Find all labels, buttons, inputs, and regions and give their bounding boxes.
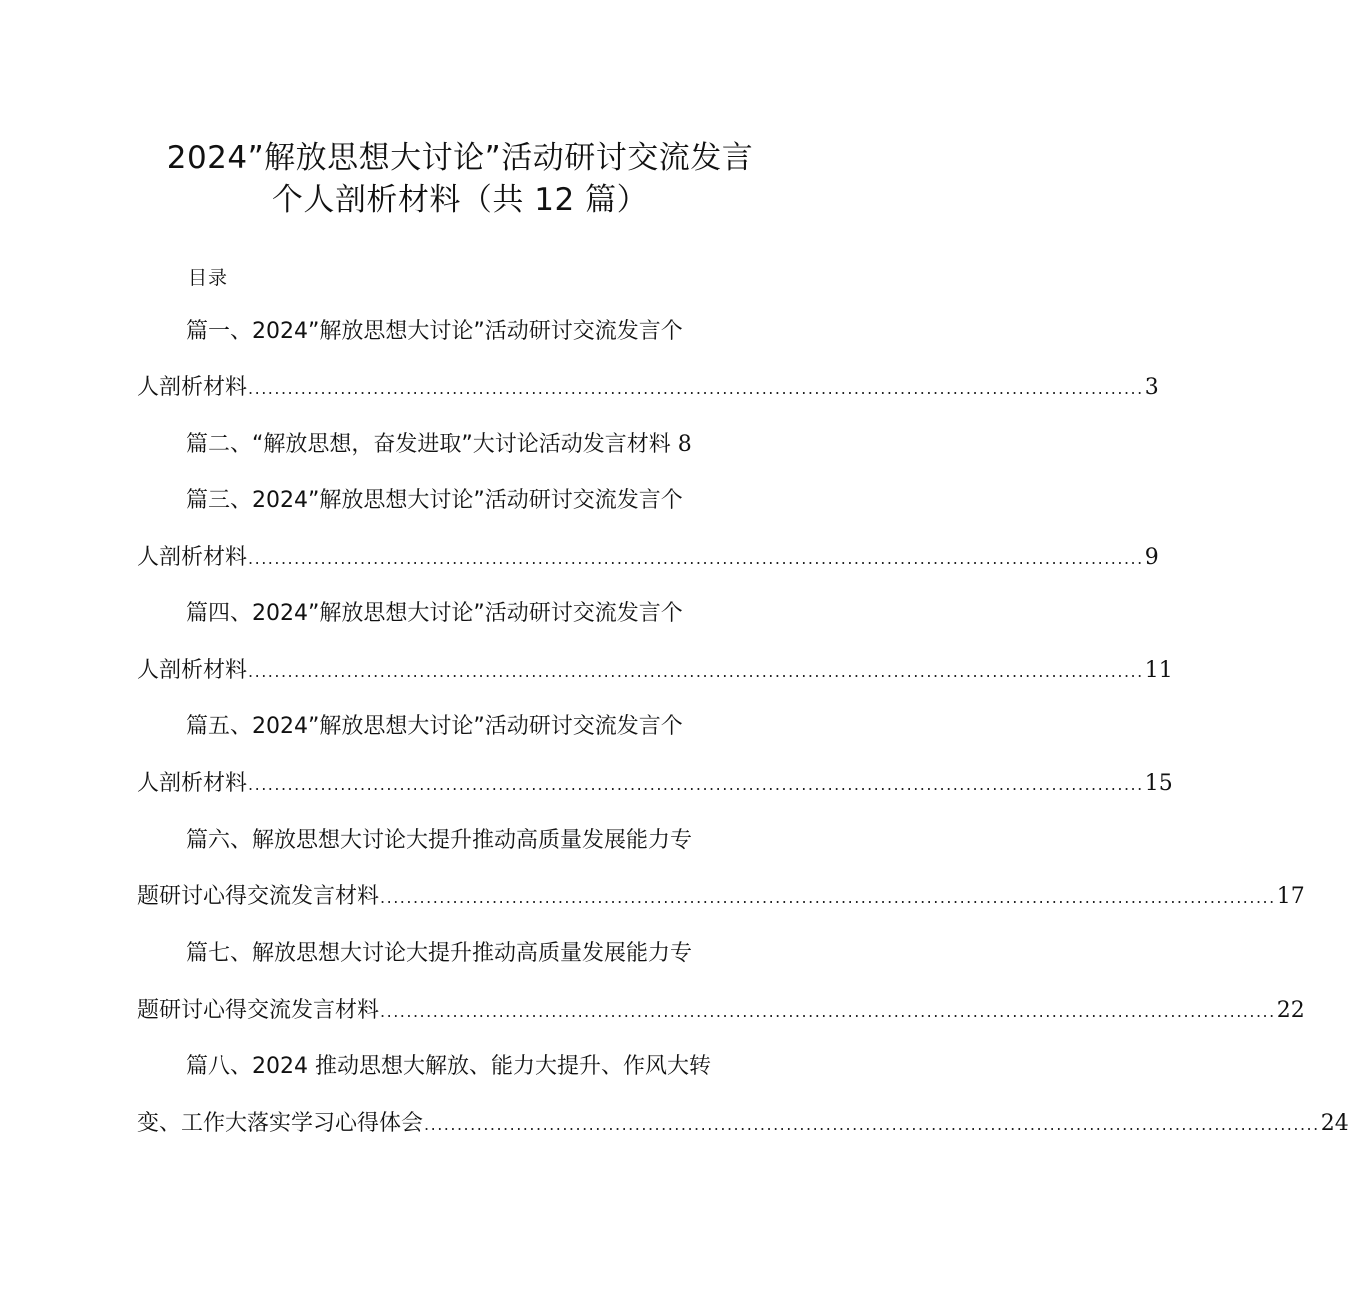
- toc-entry-label: 变、工作大落实学习心得体会: [137, 1111, 424, 1136]
- dot-leader: ........................................................................................................................................: [248, 775, 1144, 794]
- document-title-line-2: 个人剖析材料（共 12 篇）: [271, 182, 649, 218]
- toc-page-number: 24: [1320, 1111, 1349, 1136]
- toc-entry-6-line-1[interactable]: 篇六、解放思想大讨论大提升推动高质量发展能力专: [186, 828, 693, 853]
- toc-page-number: 22: [1276, 998, 1305, 1023]
- toc-entry-6-line-2[interactable]: [137, 881, 1305, 914]
- toc-entry-label: 题研讨心得交流发言材料: [137, 884, 380, 909]
- dot-leader: ........................................................................................................................................: [380, 888, 1276, 907]
- toc-entry-1-line-2[interactable]: [137, 372, 1159, 405]
- toc-page-number: 3: [1144, 375, 1159, 400]
- dot-leader: ........................................................................................................................................: [380, 1002, 1276, 1021]
- toc-entry-5-line-1[interactable]: 篇五、2024”解放思想大讨论”活动研讨交流发言个: [186, 714, 683, 739]
- toc-entry-4-line-2[interactable]: [137, 655, 1173, 688]
- toc-page-number: 8: [677, 432, 692, 457]
- toc-entry-1-line-1[interactable]: 篇一、2024”解放思想大讨论”活动研讨交流发言个: [186, 319, 683, 344]
- dot-leader: ........................................................................................................................................: [248, 549, 1144, 568]
- dot-leader: ........................................................................................................................................: [248, 662, 1144, 681]
- dot-leader: ........................................................................................................................................: [424, 1115, 1320, 1134]
- toc-entry-label: 人剖析材料: [137, 771, 248, 796]
- toc-entry-label: 篇二、“解放思想，奋发进取”大讨论活动发言材料: [186, 432, 671, 457]
- toc-entry-label: 人剖析材料: [137, 375, 248, 400]
- toc-entry-label: 题研讨心得交流发言材料: [137, 998, 380, 1023]
- toc-entry-7-line-1[interactable]: 篇七、解放思想大讨论大提升推动高质量发展能力专: [186, 941, 693, 966]
- toc-entry-5-line-2[interactable]: [137, 768, 1173, 801]
- toc-page-number: 11: [1144, 658, 1173, 683]
- toc-entry-7-line-2[interactable]: [137, 995, 1305, 1028]
- toc-entry-4-line-1[interactable]: 篇四、2024”解放思想大讨论”活动研讨交流发言个: [186, 601, 683, 626]
- toc-entry-2[interactable]: [186, 429, 692, 461]
- toc-entry-label: 人剖析材料: [137, 658, 248, 683]
- document-title-line-1: 2024”解放思想大讨论”活动研讨交流发言: [166, 140, 754, 176]
- toc-entry-3-line-1[interactable]: 篇三、2024”解放思想大讨论”活动研讨交流发言个: [186, 488, 683, 513]
- toc-heading: 目录: [188, 267, 229, 289]
- toc-entry-label: 人剖析材料: [137, 545, 248, 570]
- toc-entry-3-line-2[interactable]: [137, 542, 1159, 575]
- toc-page-number: 17: [1276, 884, 1305, 909]
- toc-page-number: 15: [1144, 771, 1173, 796]
- toc-page-number: 9: [1144, 545, 1159, 570]
- dot-leader: ........................................................................................................................................: [248, 379, 1144, 398]
- toc-entry-8-line-2[interactable]: [137, 1108, 1349, 1141]
- toc-entry-8-line-1[interactable]: 篇八、2024 推动思想大解放、能力大提升、作风大转: [186, 1054, 711, 1079]
